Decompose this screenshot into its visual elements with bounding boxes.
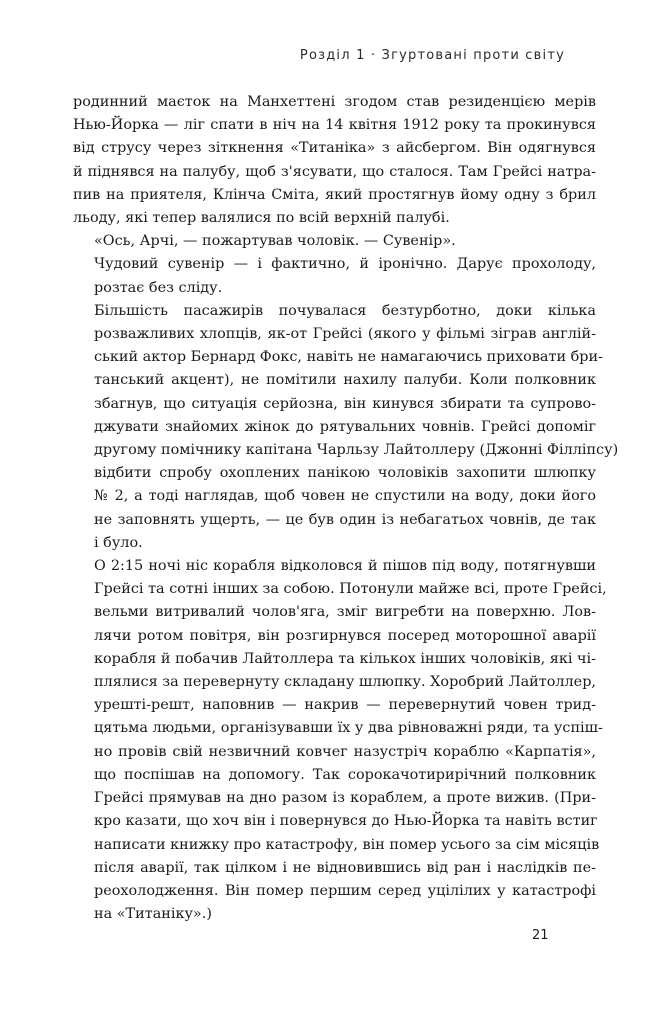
text-line: і було. [94, 534, 143, 551]
text-line: родинний маєток на Манхеттені згодом став резиденцією мерів [73, 94, 596, 110]
text-line: Нью-Йорка — ліг спати в ніч на 14 квітня 1912 року та прокинувся [73, 117, 596, 134]
running-head: Розділ 1 · Згуртовані проти світу [299, 48, 565, 63]
text-line: й піднявся на палубу, щоб з'ясувати, що сталося. Там Грейсі натра- [73, 163, 596, 180]
text-line: пив на приятеля, Клінча Сміта, який простягнув йому одну з брил [73, 186, 596, 203]
text-line: написати книжку про катастрофу, він помер усього за сім місяців [94, 836, 600, 853]
text-line: № 2, а тоді наглядав, щоб човен не спустили на воду, доки його [94, 488, 596, 505]
text-line: Більшість пасажирів почувалася безтурботно, доки кілька [94, 302, 596, 319]
text-line: но провів свій незвичний ковчег назустріч кораблю «Карпатія», [94, 743, 596, 760]
text-line: О 2:15 ночі ніс корабля відколовся й пішов під воду, потягнувши [94, 558, 596, 575]
paragraph [73, 230, 596, 253]
text-line: не заповнять ущерть, — це був один із небагатьох човнів, де так [94, 511, 596, 528]
text-line: Чудовий сувенір — і фактично, й іронічно. Дарує прохолоду, [94, 256, 596, 273]
paragraph [73, 555, 607, 926]
text-line: на «Титаніку».) [94, 906, 212, 923]
text-line: льоду, які тепер валялися по всій верхній палубі. [73, 210, 450, 227]
text-line: «Ось, Арчі, — пожартував чоловік. — Сувенір». [94, 233, 456, 250]
text-line: Грейсі прямував на дно разом із кораблем, а проте вижив. (При- [94, 790, 596, 807]
text-line: розтає без сліду. [94, 279, 223, 296]
text-line: вельми витривалий чолов'яга, зміг вигребти на поверхню. Лов- [94, 604, 596, 621]
text-line: джувати знайомих жінок до рятувальних човнів. Грейсі допоміг [94, 418, 596, 435]
text-line: лячи ротом повітря, він розгирнувся посеред моторошної аварії [94, 627, 596, 644]
text-line: відбити спробу охоплених панікою чоловіків захопити шлюпку [94, 465, 596, 482]
paragraph [73, 300, 619, 555]
text-line: збагнув, що ситуація серйозна, він кинувся збирати та супрово- [94, 395, 596, 412]
body-text [73, 91, 619, 926]
page-number: 21 [532, 928, 549, 943]
text-line: плялися за перевернуту складану шлюпку. Хоробрий Лайтоллер, [94, 674, 596, 691]
text-line: танський акцент), не помітили нахилу палуби. Коли полковник [94, 372, 596, 389]
text-line: кро казати, що хоч він і повернувся до Нью-Йорка та навіть встиг [94, 813, 598, 830]
text-line: розважливих хлопців, як-от Грейсі (якого у фільмі зіграв англій- [94, 326, 596, 343]
text-line: що поспішав на допомогу. Так сорокачотирирічний полковник [94, 766, 596, 783]
text-line: реохолодження. Він помер першим серед уцілілих у катастрофі [94, 882, 596, 899]
paragraph [73, 91, 596, 230]
text-line: урешті-решт, наповнив — накрив — перевернутий човен трид- [94, 697, 596, 714]
text-line: від струсу через зіткнення «Титаніка» з айсбергом. Він одягнувся [73, 140, 596, 157]
text-line: другому помічнику капітана Чарльзу Лайтоллеру (Джонні Філліпсу) [94, 442, 619, 459]
text-line: після аварії, так цілком і не відновившись від ран і наслідків пе- [94, 859, 596, 876]
text-line: цятьма людьми, організувавши їх у два рівноважні ряди, та успіш- [94, 720, 603, 737]
text-line: Грейсі та сотні інших за собою. Потонули майже всі, проте Грейсі, [94, 581, 607, 598]
paragraph [73, 253, 596, 299]
text-line: ський актор Бернард Фокс, навіть не намагаючись приховати бри- [94, 349, 603, 366]
text-line: корабля й побачив Лайтоллера та кількох інших чоловіків, які чі- [94, 650, 596, 667]
